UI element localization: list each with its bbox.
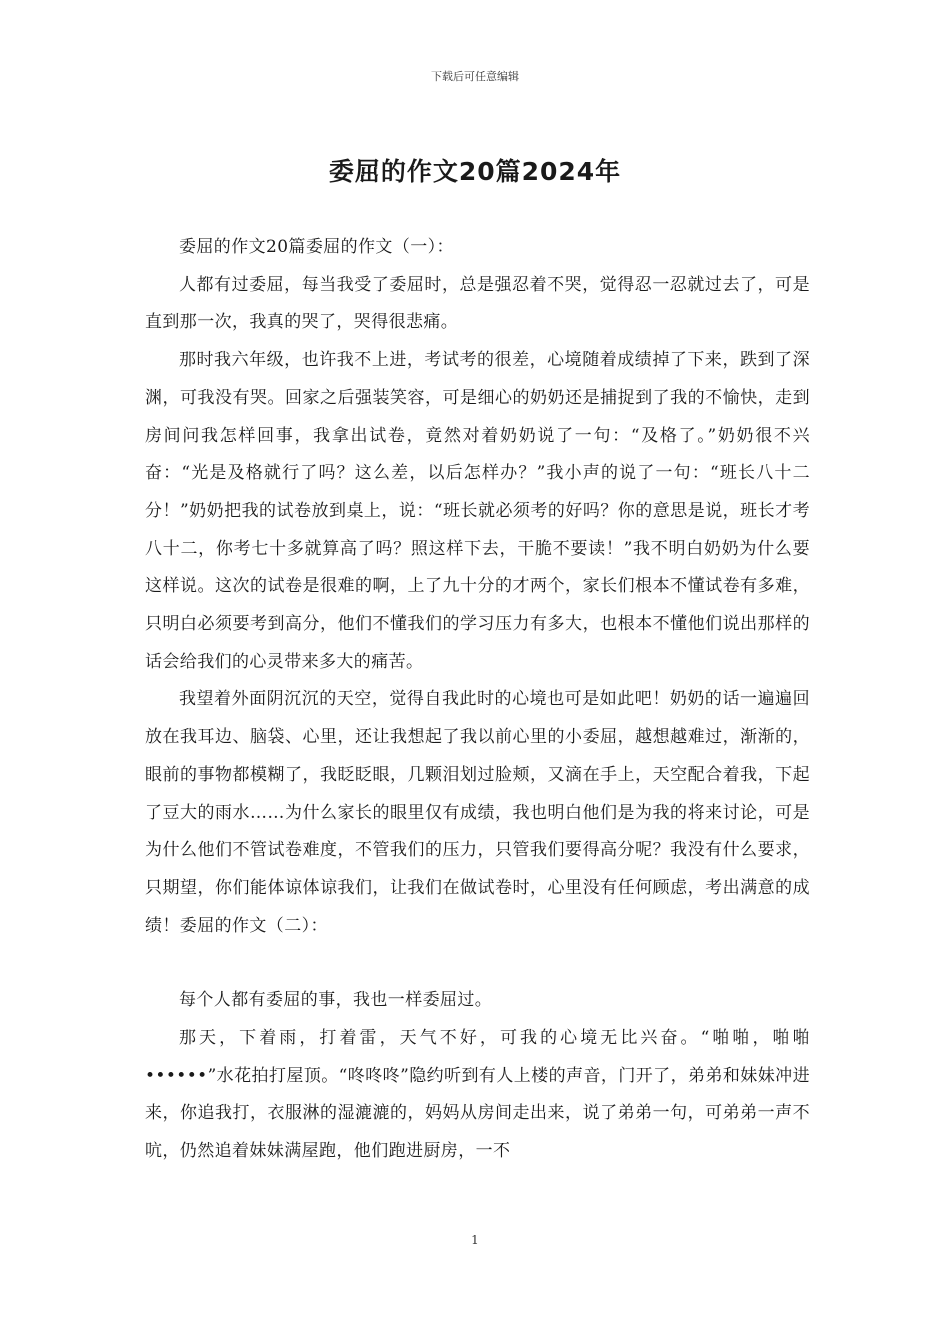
paragraph-intro: 委屈的作文20篇委屈的作文（一）：	[179, 237, 454, 257]
paragraph: 我望着外面阴沉沉的天空，觉得自我此时的心境也可是如此吧！奶奶的话一遍遍回放在我耳边、脑袋、心里，还让我想起了我以前心里的小委屈，越想越难过，渐渐的，眼前的事物都模糊了，我眨眨眼，几颗泪划过脸颊，又滴在手上，天空配合着我，下起了豆大的雨水……为什么家长的眼里仅有成绩，我也明白他们是为我的将来讨论，可是为什么他们不管试卷难度，不管我们的压力，只管我们要得高分呢？我没有什么要求，只期望，你们能体谅体谅我们，让我们在做试卷时，心里没有任何顾虑，考出满意的成绩！委屈的作文（二）：	[145, 689, 810, 936]
paragraph: 人都有过委屈，每当我受了委屈时，总是强忍着不哭，觉得忍一忍就过去了，可是直到那一次，我真的哭了，哭得很悲痛。	[145, 274, 810, 333]
page-number: 1	[471, 1233, 479, 1247]
paragraph: 那时我六年级，也许我不上进，考试考的很差，心境随着成绩掉了下来，跌到了深渊，可我没有哭。回家之后强装笑容，可是细心的奶奶还是捕捉到了我的不愉快，走到房间问我怎样回事，我拿出试卷，竟然对着奶奶说了一句：“及格了。”奶奶很不兴奋：“光是及格就行了吗？这么差，以后怎样办？”我小声的说了一句：“班长八十二分！”奶奶把我的试卷放到桌上，说：“班长就必须考的好吗？你的意思是说，班长才考八十二，你考七十多就算高了吗？照这样下去，干脆不要读！”我不明白奶奶为什么要这样说。这次的试卷是很难的啊，上了九十分的才两个，家长们根本不懂试卷有多难，只明白必须要考到高分，他们不懂我们的学习压力有多大，也根本不懂他们说出那样的话会给我们的心灵带来多大的痛苦。	[145, 350, 810, 672]
paragraph: 每个人都有委屈的事，我也一样委屈过。	[179, 990, 493, 1011]
paragraph: 那天，下着雨，打着雷，天气不好，可我的心境无比兴奋。“啪啪，啪啪••••••”水花拍打屋顶。“咚咚咚”隐约听到有人上楼的声音，门开了，弟弟和妹妹冲进来，你追我打，衣服淋的湿漉漉的，妈妈从房间走出来，说了弟弟一句，可弟弟一声不吭，仍然追着妹妹满屋跑，他们跑进厨房，一不	[145, 1028, 810, 1162]
document-title: 委屈的作文20篇2024年	[328, 157, 622, 186]
document-body	[145, 229, 810, 1171]
header-note: 下载后可任意编辑	[431, 70, 519, 83]
